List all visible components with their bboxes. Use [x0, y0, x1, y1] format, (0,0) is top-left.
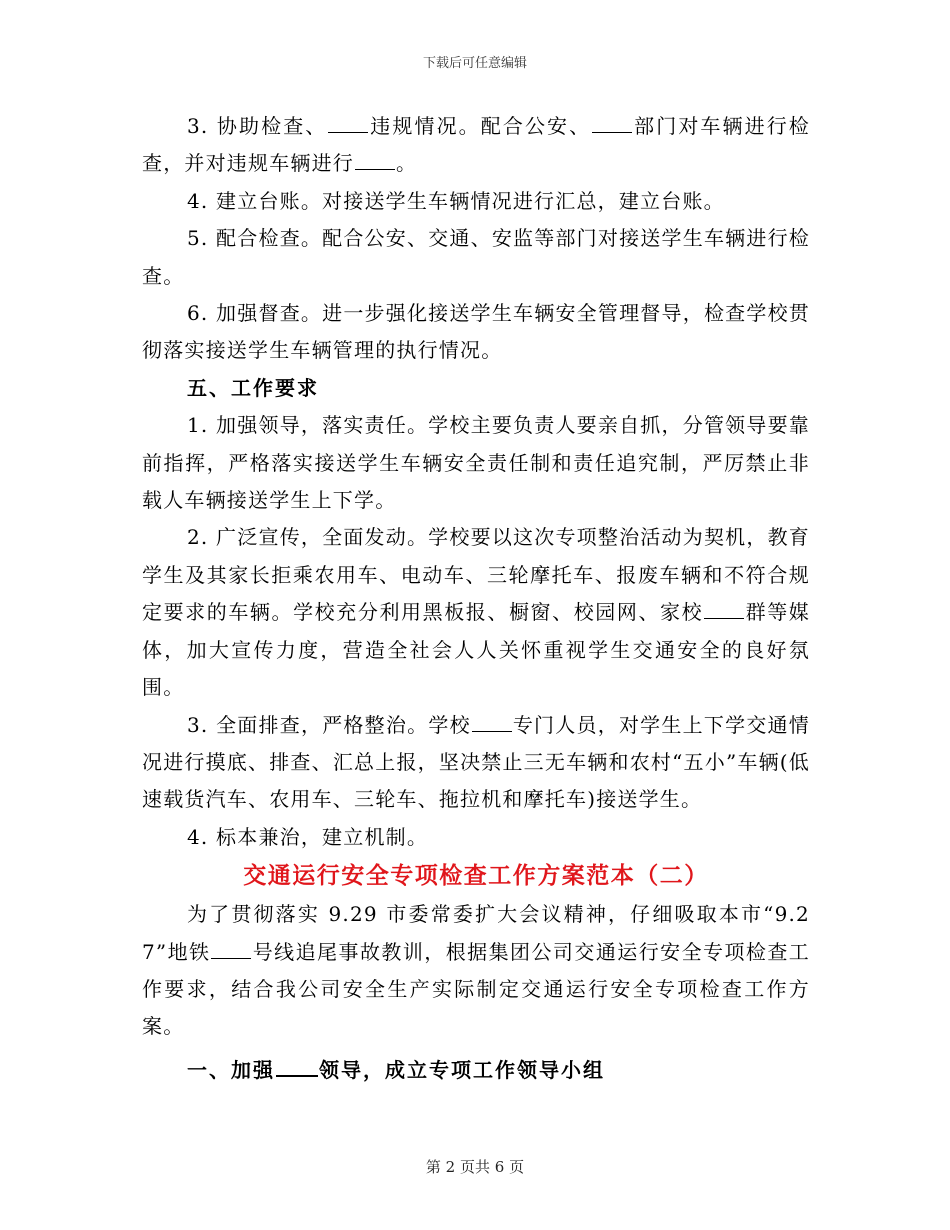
heading-leadership: [142, 1052, 810, 1089]
page-number: 第 2 页共 6 页: [425, 1158, 525, 1176]
blank-underline: [328, 114, 368, 133]
intro-text-b: 号线追尾事故教训，根据集团公司交通运行安全专项检查工作要求，结合我公司安全生产实际制定交通运行安全专项检查工作方案。: [142, 939, 811, 1039]
intro-text-a: 为了贯彻落实 9.29 市委常委扩大会议精神，仔细吸取本市“9.27”地铁: [142, 902, 810, 964]
page-header-note: 下载后可任意编辑: [422, 56, 527, 71]
paragraph-intro: [142, 896, 810, 1046]
req3-text-a: 3. 全面排查，严格整治。学校: [187, 712, 471, 737]
paragraph-requirement-2: [142, 519, 810, 706]
req2-text-b: 群等媒体，加大宣传力度，营造全社会人人关怀重视学生交通安全的良好氛围。: [142, 600, 810, 700]
paragraph-requirement-1: 1. 加强领导，落实责任。学校主要负责人要亲自抓，分管领导要靠前指挥，严格落实接送学生车辆安全责任制和责任追究制，严厉禁止非载人车辆接送学生上下学。: [142, 413, 810, 513]
heading1-text-a: 一、加强: [187, 1057, 275, 1082]
paragraph-item-5: 5. 配合检查。配合公安、交通、安监等部门对接送学生车辆进行检查。: [142, 226, 810, 288]
blank-underline: [276, 1057, 318, 1077]
item3-text-c: 部门对车辆进行检查，并对违规车辆进行: [142, 114, 811, 176]
heading1-text-b: 领导，成立专项工作领导小组: [319, 1057, 605, 1082]
document-body: [142, 108, 810, 1089]
blank-underline: [472, 713, 512, 732]
paragraph-item-6: 6. 加强督查。进一步强化接送学生车辆安全管理督导，检查学校贯彻落实接送学生车辆管理的执行情况。: [142, 301, 810, 363]
blank-underline: [592, 114, 632, 133]
paragraph-item-3: [142, 108, 810, 183]
item3-text-d: 。: [396, 151, 418, 176]
req3-text-b: 专门人员，对学生上下学交通情况进行摸底、排查、汇总上报，坚决禁止三无车辆和农村“五小”车辆(低速载货汽车、农用车、三轮车、拖拉机和摩托车)接送学生。: [142, 712, 810, 812]
blank-underline: [211, 940, 251, 959]
paragraph-item-4: 4. 建立台账。对接送学生车辆情况进行汇总，建立台账。: [187, 188, 725, 213]
blank-underline: [355, 151, 395, 170]
item3-text-b: 违规情况。配合公安、: [369, 114, 592, 138]
paragraph-requirement-4: 4. 标本兼治，建立机制。: [187, 824, 429, 849]
item3-text-a: 3. 协助检查、: [187, 114, 328, 138]
paragraph-requirement-3: [142, 707, 810, 819]
blank-underline: [704, 600, 744, 619]
section-heading-requirements: 五、工作要求: [187, 375, 319, 400]
document-2-title: 交通运行安全专项检查工作方案范本（二）: [243, 862, 709, 890]
req2-text-a: 2. 广泛宣传，全面发动。学校要以这次专项整治活动为契机，教育学生及其家长拒乘农用车、电动车、三轮摩托车、报废车辆和不符合规定要求的车辆。学校充分利用黑板报、橱窗、校园网、家校: [142, 525, 810, 625]
